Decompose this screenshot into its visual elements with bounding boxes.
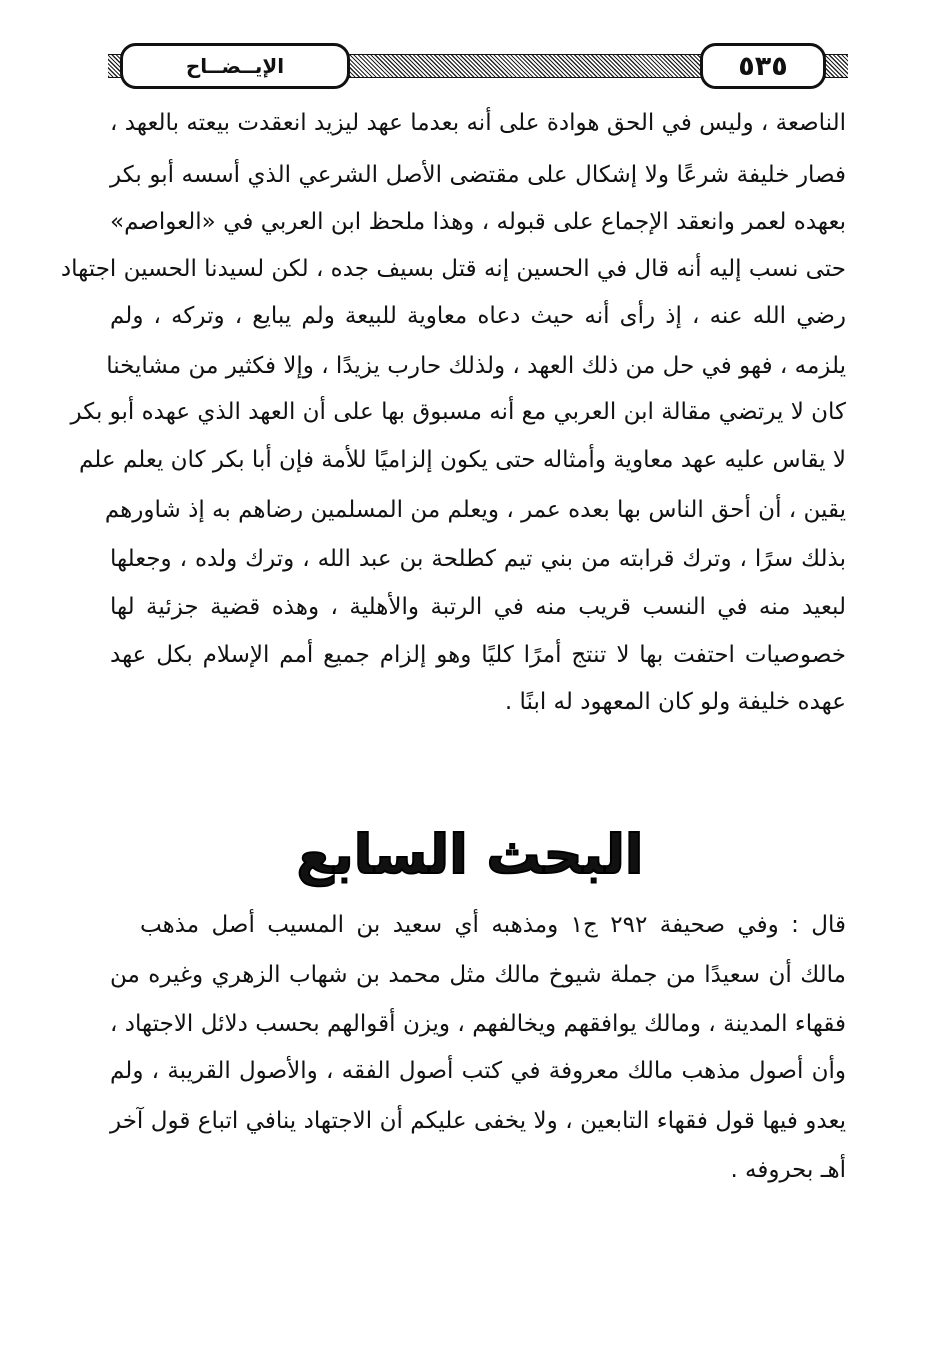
text-line: حتى نسب إليه أنه قال في الحسين إنه قتل بسيف جده ، لكن لسيدنا الحسين اجتهاد [60,256,846,282]
page-number: ٥٣٥ [700,43,826,89]
text-line: وأن أصول مذهب مالك معروفة في كتب أصول الفقه ، والأصول القريبة ، ولم [110,1058,846,1084]
text-line: أهـ بحروفه . [730,1157,846,1183]
text-line: مالك أن سعيدًا من جملة شيوخ مالك مثل محمد بن شهاب الزهري وغيره من [110,962,846,988]
text-line: رضي الله عنه ، إذ رأى أنه حيث دعاه معاوية للبيعة ولم يبايع ، وتركه ، ولم [110,303,846,329]
text-line: الناصعة ، وليس في الحق هوادة على أنه بعدما عهد ليزيد انعقدت بيعته بالعهد ، [110,110,846,136]
text-line: خصوصيات احتفت بها لا تنتج أمرًا كليًا وهو إلزام جميع أمم الإسلام بكل عهد [110,642,846,668]
text-line: لا يقاس عليه عهد معاوية وأمثاله حتى يكون إلزاميًا للأمة فإن أبا بكر كان يعلم علم [78,447,846,473]
text-line: يعدو فيها قول فقهاء التابعين ، ولا يخفى عليكم أن الاجتهاد ينافي اتباع قول آخر [110,1108,846,1134]
text-line: يقين ، أن أحق الناس بها بعده عمر ، ويعلم من المسلمين رضاهم به إذ شاورهم [104,497,846,523]
text-line: قال : وفي صحيفة ٢٩٢ ج١ ومذهبه أي سعيد بن المسيب أصل مذهب [140,912,846,938]
text-line: بعهده لعمر وانعقد الإجماع على قبوله ، وهذا ملحظ ابن العربي في «العواصم» [110,209,846,235]
running-title: الإيــضــاح [120,43,350,89]
text-line: فقهاء المدينة ، ومالك يوافقهم ويخالفهم ، ويزن أقوالهم بحسب دلائل الاجتهاد ، [110,1011,846,1037]
text-line: بذلك سرًا ، وترك قرابته من بني تيم كطلحة بن عبد الله ، وترك ولده ، وجعلها [110,546,846,572]
section-heading: البحث السابع [296,823,644,886]
text-line: عهده خليفة ولو كان المعهود له ابنًا . [504,689,846,715]
page-header [108,40,848,96]
text-line: يلزمه ، فهو في حل من ذلك العهد ، ولذلك حارب يزيدًا ، وإلا فكثير من مشايخنا [106,353,846,379]
text-line: فصار خليفة شرعًا ولا إشكال على مقتضى الأصل الشرعي الذي أسسه أبو بكر [110,162,846,188]
text-line: لبعيد منه في النسب قريب منه في الرتبة والأهلية ، وهذه قضية جزئية لها [110,594,846,620]
text-line: كان لا يرتضي مقالة ابن العربي مع أنه مسبوق بها على أن العهد الذي عهده أبو بكر [70,399,846,425]
